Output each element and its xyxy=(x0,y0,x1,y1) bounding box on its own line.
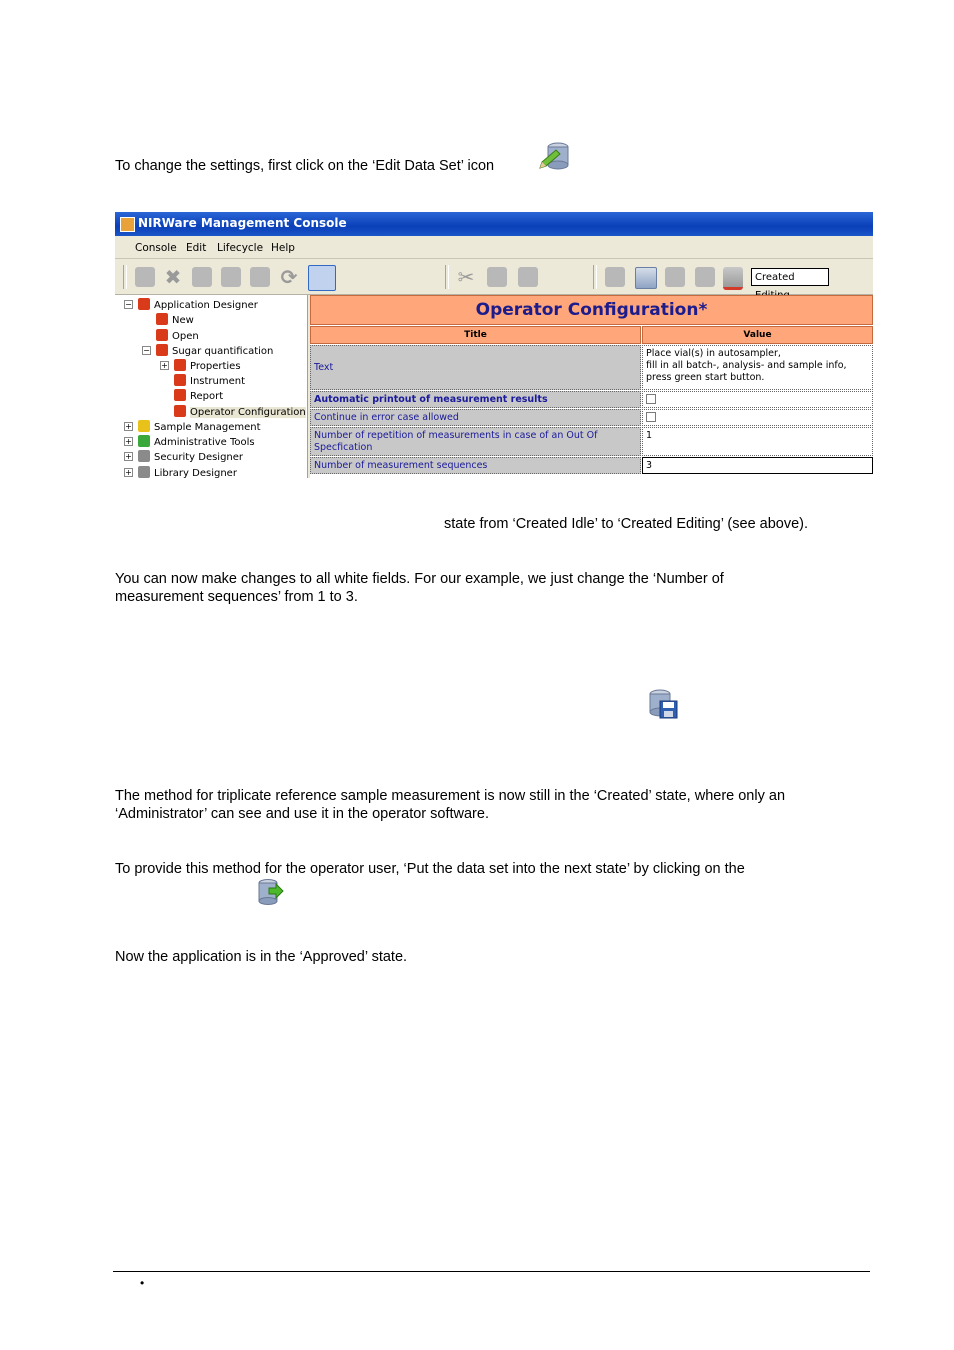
table-row xyxy=(310,427,873,456)
expand-icon[interactable]: + xyxy=(125,437,132,446)
puzzle-icon xyxy=(156,313,168,325)
app-icon xyxy=(120,217,135,232)
puzzle-icon xyxy=(174,389,186,401)
state-change-text: state from ‘Created Idle’ to ‘Created Editing’ (see above). xyxy=(444,516,809,532)
new-icon[interactable] xyxy=(135,267,155,287)
data-set-icon[interactable] xyxy=(665,267,685,287)
panel-title: Operator Configuration* xyxy=(310,295,873,325)
expand-icon[interactable]: + xyxy=(125,452,132,461)
checkbox[interactable] xyxy=(646,394,656,404)
changes-paragraph-line1: You can now make changes to all white fields. For our example, we just change the ‘Number of xyxy=(115,571,724,587)
view-icon[interactable] xyxy=(308,265,336,291)
tree-item-instrument[interactable]: Instrument xyxy=(174,374,245,388)
puzzle-icon xyxy=(138,450,150,462)
next-state-toolbar-icon[interactable] xyxy=(695,267,715,287)
navigation-tree xyxy=(115,295,308,478)
tree-item-report[interactable]: Report xyxy=(174,389,223,403)
tree-item-administrative-tools[interactable]: Administrative Tools xyxy=(138,435,255,449)
created-state-line1: The method for triplicate reference sample measurement is now still in the ‘Created’ state, where only an xyxy=(115,788,786,804)
row-title: Number of measurement sequences xyxy=(310,457,641,474)
menu-help[interactable]: Help xyxy=(271,242,295,254)
changes-paragraph-line2: measurement sequences’ from 1 to 3. xyxy=(115,589,358,605)
row-title: Continue in error case allowed xyxy=(310,409,641,426)
auto-printout-checkbox-cell[interactable] xyxy=(642,391,873,408)
window-title: NIRWare Management Console xyxy=(138,216,347,230)
save-data-set-toolbar-icon[interactable] xyxy=(635,267,657,289)
toolbar xyxy=(115,259,873,295)
operator-configuration-panel xyxy=(310,295,873,478)
menu-bar xyxy=(115,236,873,259)
row-title: Text xyxy=(310,345,641,390)
puzzle-icon xyxy=(138,435,150,447)
puzzle-icon xyxy=(138,466,150,478)
expand-icon[interactable]: + xyxy=(125,422,132,431)
collapse-icon[interactable]: − xyxy=(143,346,150,355)
expand-icon[interactable]: + xyxy=(161,361,168,370)
table-row xyxy=(310,457,873,474)
puzzle-icon xyxy=(174,359,186,371)
cut-icon[interactable]: ✂ xyxy=(457,265,475,289)
puzzle-icon xyxy=(138,420,150,432)
column-value: Value xyxy=(642,326,873,344)
menu-edit[interactable]: Edit xyxy=(186,242,207,254)
continue-error-checkbox-cell[interactable] xyxy=(642,409,873,426)
paste-icon[interactable] xyxy=(518,267,538,287)
menu-console[interactable]: Console xyxy=(135,242,177,254)
collapse-icon[interactable]: − xyxy=(125,300,132,309)
copy-icon[interactable] xyxy=(487,267,507,287)
row-title: Number of repetition of measurements in case of an Out Of Specfication xyxy=(310,427,641,456)
next-state-icon xyxy=(255,878,285,906)
table-header xyxy=(310,326,873,344)
edit-data-set-toolbar-icon[interactable] xyxy=(605,267,625,287)
delete-icon[interactable]: ✖ xyxy=(164,265,182,289)
next-state-instruction: To provide this method for the operator user, ‘Put the data set into the next state’ by clicking on the xyxy=(115,861,745,877)
reject-state-icon[interactable] xyxy=(723,267,743,290)
column-title: Title xyxy=(310,326,641,344)
print-icon[interactable] xyxy=(250,267,270,287)
puzzle-icon xyxy=(138,298,150,310)
tree-item-library-designer[interactable]: Library Designer xyxy=(138,466,237,478)
row-title: Automatic printout of measurement results xyxy=(310,391,641,408)
measurement-sequences-field[interactable]: 3 xyxy=(642,457,873,474)
tree-item-security-designer[interactable]: Security Designer xyxy=(138,450,243,464)
footer-divider xyxy=(113,1271,870,1272)
created-state-line2: ‘Administrator’ can see and use it in the operator software. xyxy=(115,806,489,822)
tree-item-open[interactable]: Open xyxy=(156,329,199,343)
repetition-value-field[interactable]: 1 xyxy=(642,427,873,456)
tree-item-application-designer[interactable]: Application Designer xyxy=(138,298,258,312)
menu-lifecycle[interactable]: Lifecycle xyxy=(217,242,264,254)
table-row xyxy=(310,345,873,390)
tree-item-operator-configuration[interactable]: Operator Configuration xyxy=(174,405,306,419)
table-row xyxy=(310,409,873,426)
puzzle-icon xyxy=(156,344,168,356)
puzzle-icon xyxy=(174,374,186,386)
edit-data-set-icon xyxy=(538,140,572,172)
tree-item-sample-management[interactable]: Sample Management xyxy=(138,420,261,434)
puzzle-icon xyxy=(156,329,168,341)
checkbox[interactable] xyxy=(646,412,656,422)
expand-icon[interactable]: + xyxy=(125,468,132,477)
tree-item-properties[interactable]: Properties xyxy=(174,359,241,373)
save-icon[interactable] xyxy=(192,267,212,287)
management-console-screenshot xyxy=(115,212,873,478)
puzzle-icon xyxy=(174,405,186,417)
approved-state-text: Now the application is in the ‘Approved’ state. xyxy=(115,949,408,965)
refresh-icon[interactable]: ⟳ xyxy=(280,265,298,289)
save-all-icon[interactable] xyxy=(221,267,241,287)
table-row xyxy=(310,391,873,408)
lifecycle-state-field: Created xyxy=(751,268,829,286)
window-titlebar xyxy=(115,212,873,236)
tree-item-sugar-quantification[interactable]: Sugar quantification xyxy=(156,344,273,358)
text-value-field[interactable]: Place vial(s) in autosampler, fill in all batch-, analysis- and sample info, press green start button. xyxy=(642,345,873,390)
footer-bullet: • xyxy=(140,1276,145,1290)
save-data-set-icon xyxy=(646,688,680,720)
instruction-edit-data-set: To change the settings, first click on the ‘Edit Data Set’ icon xyxy=(115,158,495,174)
tree-item-new[interactable]: New xyxy=(156,313,194,327)
